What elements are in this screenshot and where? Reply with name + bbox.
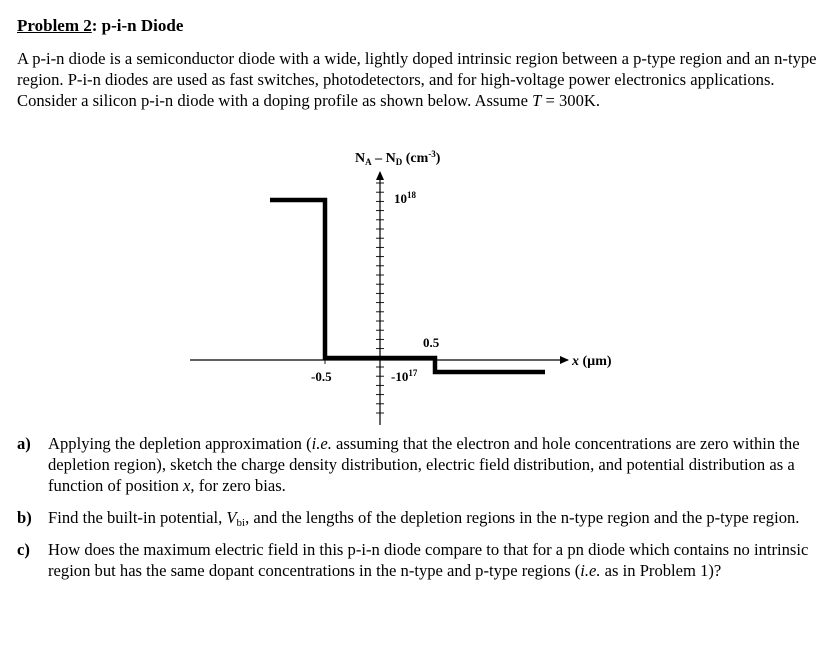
question-a (17, 433, 817, 496)
question-c (17, 539, 817, 581)
question-text-run: as in Problem 1)? (600, 561, 722, 580)
question-text-run: How does the maximum electric field in this p-i-n diode compare to that for a pn diode which contains no intrinsic region but has the same dopant concentrations in the n-type and p-type regions ( (48, 540, 809, 580)
question-text-run: assuming that the electron and hole concentrations are zero within the depletion region), sketch the charge density distribution, electric field distribution, and potential distribution as a function of position (48, 434, 800, 495)
problem-title (17, 15, 183, 36)
subscript-text: bi (236, 517, 246, 529)
question-text (48, 507, 817, 528)
question-text (48, 433, 817, 496)
y-tick-label-top: $10^{18}$ (394, 190, 416, 206)
question-text-run: Find the built-in potential, (48, 508, 227, 527)
x-axis-label: x (µm) (572, 354, 612, 369)
temperature-symbol: T (532, 91, 542, 111)
question-text-run: , for zero bias. (190, 476, 286, 495)
italic-text: i.e. (580, 561, 601, 580)
doping-profile-chart (0, 140, 829, 430)
question-text (48, 539, 817, 581)
italic-text: x (183, 476, 191, 495)
x-tick-label-pos: 0.5 (423, 335, 440, 350)
question-text-run: Applying the depletion approximation ( (48, 434, 312, 453)
problem-name: : p-i-n Diode (91, 16, 184, 35)
question-b (17, 507, 817, 528)
doping-profile-line (270, 200, 545, 372)
problem-number: Problem 2 (17, 16, 92, 35)
italic-text: i.e. (311, 434, 332, 453)
problem-intro (17, 48, 817, 112)
italic-text: V (226, 508, 237, 527)
question-label: b) (17, 508, 32, 527)
y-tick-label-bottom: $-10^{17}$ (391, 368, 418, 384)
x-tick-label-neg: -0.5 (311, 369, 332, 384)
y-axis-label: $N_A - N_D$ $(cm^{-3})$ (355, 149, 441, 167)
question-label: c) (17, 540, 30, 559)
question-label: a) (17, 434, 31, 453)
intro-text: A p-i-n diode is a semiconductor diode with a wide, lightly doped intrinsic region between a p-type region and an n-type region. P-i-n diodes are used as fast switches, photodetectors, and for high-voltage power electronics applications. Consider a silicon p-i-n diode with a doping profile as shown below. Assume (17, 49, 817, 111)
question-text-run: , and the lengths of the depletion regions in the n-type region and the p-type region. (245, 508, 800, 527)
question-list (17, 433, 817, 592)
intro-text-end: = 300K. (541, 91, 601, 111)
